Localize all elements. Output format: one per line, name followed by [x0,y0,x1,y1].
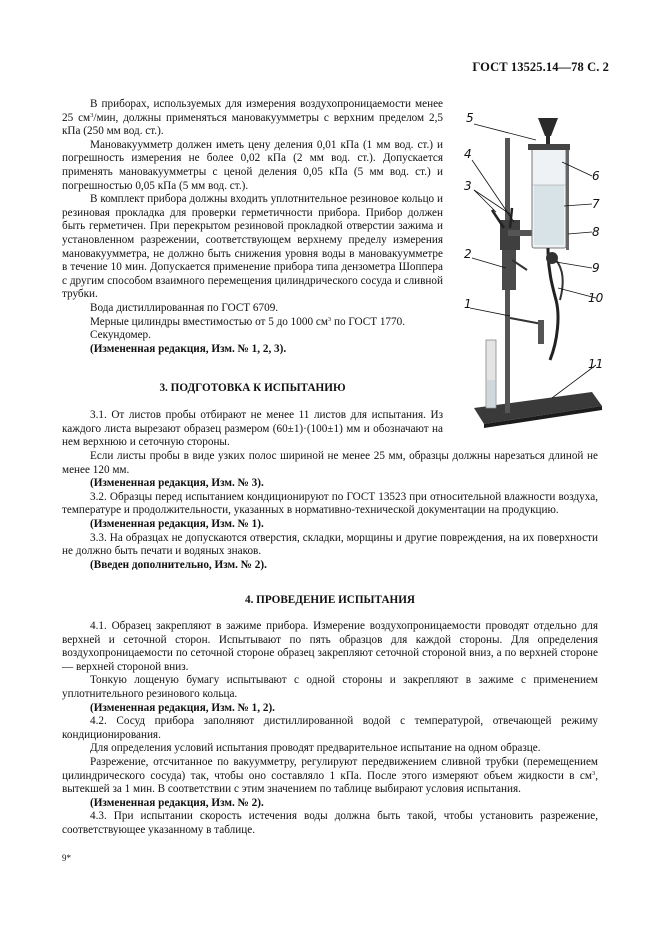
callout-label: 11 [588,357,604,371]
callout-label: 8 [592,225,600,239]
callout-label: 6 [592,169,600,183]
paragraph-thin-paper: Тонкую лощеную бумагу испытывают с одной стороны и закрепляют в зажиме с применением уплотнительного резинового кольца. [62,674,598,700]
superscript: 3 [327,315,332,323]
text: , вытекшей за 1 мин. В соответствии с этим значением по таблице выбирают условия испытания. [62,769,598,796]
edition-note: (Введен дополнительно, Изм. № 2). [90,558,267,571]
paragraph-4-3: 4.3. При испытании скорость истечения воды должна быть такой, чтобы установить разрежение, соответствующее указанному в таблице. [62,810,598,836]
section-3-intro [62,409,443,450]
edition-note: (Измененная редакция, Изм. № 3). [90,477,264,490]
paragraph-vacuum-gauge-limit [62,98,443,139]
callout-label: 5 [466,111,474,125]
callout-label: 9 [592,261,600,275]
paragraph-stopwatch: Секундомер. [90,329,151,342]
page-footnote-mark: 9* [62,853,71,863]
superscript: 3 [90,111,94,119]
callout-label: 4 [464,147,472,161]
superscript: 3 [591,769,596,777]
paragraph-narrow-strips: Если листы пробы в виде узких полос шириной не менее 25 мм, образцы должны нарезаться длиной не менее 120 мм. [62,450,598,476]
paragraph-preliminary-test: Для определения условий испытания проводят предварительное испытание на одном образце. [90,742,541,755]
edition-note: (Измененная редакция, Изм. № 2). [90,796,264,809]
edition-note: (Измененная редакция, Изм. № 1, 2). [90,701,275,714]
text: Мерные цилиндры вместимостью от 5 до 1000 см [90,315,328,328]
text: по ГОСТ 1770. [331,315,406,328]
section-4-body [62,620,598,838]
paragraph-4-2: 4.2. Сосуд прибора заполняют дистиллированной водой с температурой, отвечающей режиму кондиционирования. [62,715,598,741]
paragraph-gauge-division: Мановакуумметр должен иметь цену деления 0,01 кПа (1 мм вод. ст.) и погрешность измерения не более 0,02 кПа (2 мм вод. ст.). Допускается применять мановакуумметры с ценой деления 0,05 кПа (5 мм вод. ст.) и погрешностью 0,05 кПа (5 мм вод. ст.). [62,138,443,192]
paragraph-vacuum-regulation [62,756,598,797]
callout-label: 7 [592,197,600,211]
paragraph-3-3: 3.3. На образцах не допускаются отверстия, складки, морщины и другие повреждения, на их поверхности не должно быть печати и водяных знаков. [62,531,598,558]
apparatus-figure [452,110,612,430]
text: /мин, должны применяться мановакуумметры с верхним пределом 2,5 кПа (250 мм вод. ст.). [62,111,444,138]
paragraph-kit-contents: В комплект прибора должны входить уплотнительное резиновое кольцо и резиновая прокладка для проверки герметичности прибора. Прибор должен быть герметичен. При перекрытом резиновой прокладкой отверстии зажима и установленном разрежении, соответствующем верхнему пределу измерения мановакуумметра, не должно быть снижения уровня воды в мановакуумметре в течение 10 мин. Допускается применение прибора типа дензометра Шоппера с другим способом взаимного перемещения цилиндрического сосуда и сливной трубки. [62,193,443,301]
paragraph-3-1: 3.1. От листов пробы отбирают не менее 11 листов для испытания. Из каждого листа вырезают образец размером (60±1)·(100±1) мм и обозначают на нем верхнюю и сеточную стороны. [62,409,443,449]
callout-label: 2 [464,247,472,261]
paragraph-water: Вода дистиллированная по ГОСТ 6709. [90,301,279,314]
text: В приборах, используемых для измерения воздухопроницаемости менее 25 см [62,98,443,124]
edition-note: (Измененная редакция, Изм. № 1, 2, 3). [90,342,287,355]
paragraph-3-2: 3.2. Образцы перед испытанием кондиционируют по ГОСТ 13523 при относительной влажности воздуха, температуре и продолжительности, указанных в нормативно-технической документации на продукцию. [62,490,598,517]
edition-note: (Измененная редакция, Изм. № 1). [90,517,264,530]
callout-label: 1 [464,297,472,311]
text: Разрежение, отсчитанное по вакуумметру, регулируют передвижением сливной трубки (перемещением цилиндрического сосуда) так, чтобы оно составляло 1 кПа. После этого измеряют объем жидкости в см [62,755,598,782]
section-4-title: 4. ПРОВЕДЕНИЕ ИСПЫТАНИЯ [244,594,416,606]
apparatus-requirements [62,98,443,356]
section-3-body [62,450,598,572]
paragraph-4-1: 4.1. Образец закрепляют в зажиме прибора. Измерение воздухопроницаемости проводят отдельно для верхней и сеточной сторон. Испытывают по пять образцов для каждой стороны. Для определения воздухопроницаемости по сеточной стороне образец закрепляют сеточной стороной вниз, а по верхней стороне — верхней стороной вниз. [62,620,598,673]
callout-label: 3 [464,179,472,193]
paragraph-cylinders [62,316,443,330]
apparatus-drawing [474,118,602,428]
section-3-title: 3. ПОДГОТОВКА К ИСПЫТАНИЮ [159,382,346,394]
callout-label: 10 [588,291,604,305]
page-header: ГОСТ 13525.14—78 С. 2 [472,60,609,74]
